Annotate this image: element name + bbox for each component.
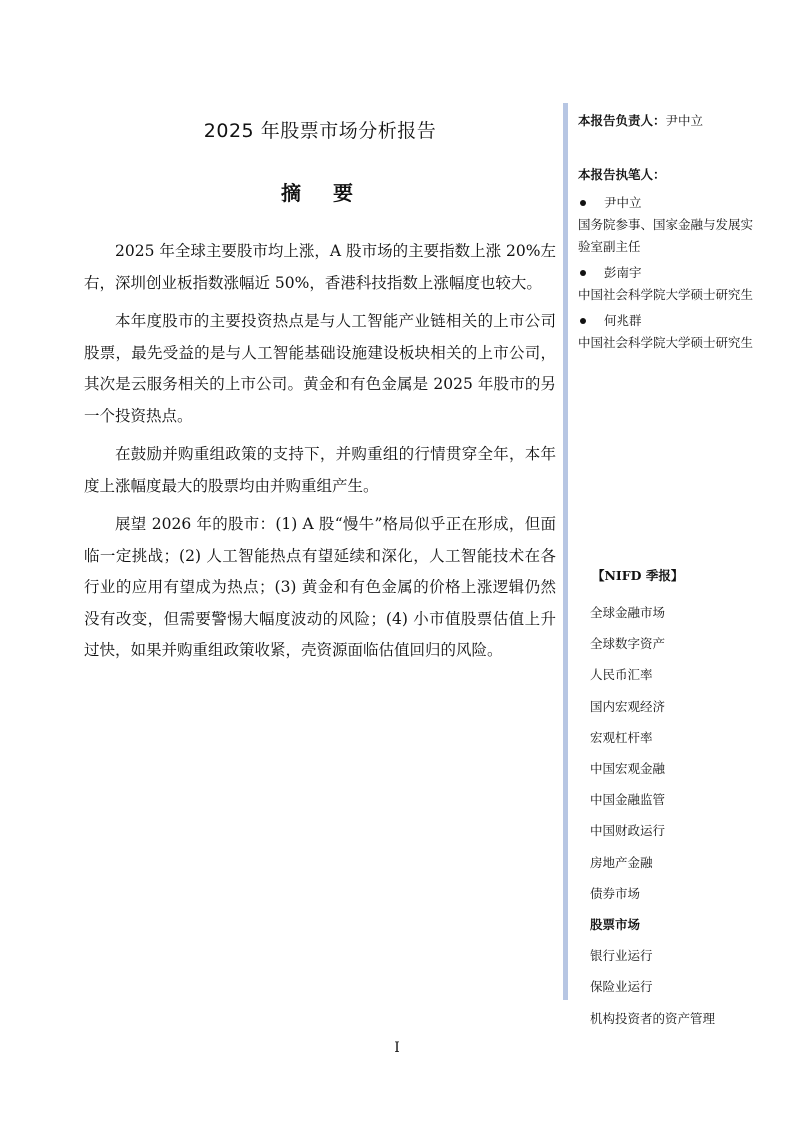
nifd-item[interactable]: 宏观杠杆率 bbox=[590, 729, 653, 745]
report-title: 2025 年股票市场分析报告 bbox=[203, 120, 437, 142]
page-number: I bbox=[394, 1040, 400, 1056]
lead-label: 本报告负责人： bbox=[578, 113, 666, 128]
sidebar-authors bbox=[578, 110, 758, 356]
nifd-item[interactable]: 债券市场 bbox=[590, 885, 641, 901]
abstract-paragraph-3: 在鼓励并购重组政策的支持下，并购重组的行情贯穿全年，本年度上涨幅度最大的股票均由并购重组产生。 bbox=[84, 445, 556, 495]
author-desc: 中国社会科学院大学硕士研究生 bbox=[578, 335, 754, 350]
nifd-item[interactable]: 人民币汇率 bbox=[590, 667, 653, 683]
nifd-item[interactable]: 银行业运行 bbox=[590, 948, 653, 964]
writers-label: 本报告执笔人： bbox=[578, 167, 666, 182]
abstract-heading: 摘 要 bbox=[281, 181, 359, 205]
nifd-item[interactable]: 全球金融市场 bbox=[590, 605, 666, 620]
nifd-heading: 【NIFD 季报】 bbox=[592, 568, 684, 583]
author-item bbox=[578, 192, 758, 214]
author-item bbox=[578, 310, 758, 332]
author-item bbox=[578, 262, 758, 284]
author-desc: 国务院参事、国家金融与发展实验室副主任 bbox=[578, 217, 754, 254]
abstract-paragraph-4: 展望 2026 年的股市：(1) A 股“慢牛”格局似乎正在形成，但面临一定挑战；(2) 人工智能热点有望延续和深化，人工智能技术在各行业的应用有望成为热点；(3) 黄金和有色金属的价格上涨逻辑仍然没有改变，但需要警惕大幅度波动的风险；(4) 小市值股票估值上升过快，如果并购重组政策收紧，壳资源面临估值回归的风险。 bbox=[84, 515, 556, 659]
nifd-item[interactable]: 中国宏观金融 bbox=[590, 761, 666, 777]
author-desc: 中国社会科学院大学硕士研究生 bbox=[578, 287, 754, 302]
nifd-item-active[interactable]: 股票市场 bbox=[590, 917, 641, 933]
nifd-item[interactable]: 全球数字资产 bbox=[590, 636, 666, 652]
bullet-icon bbox=[580, 270, 586, 276]
nifd-item[interactable]: 房地产金融 bbox=[590, 854, 653, 870]
nifd-item[interactable]: 机构投资者的资产管理 bbox=[590, 1010, 716, 1026]
abstract-body bbox=[84, 236, 556, 674]
author-name: 尹中立 bbox=[604, 195, 642, 210]
abstract-paragraph-2: 本年度股市的主要投资热点是与人工智能产业链相关的上市公司股票，最先受益的是与人工智能基础设施建设板块相关的上市公司，其次是云服务相关的上市公司。黄金和有色金属是 2025 年股市的另一个投资热点。 bbox=[84, 312, 556, 425]
nifd-item[interactable]: 保险业运行 bbox=[590, 979, 653, 995]
bullet-icon bbox=[580, 200, 586, 206]
nifd-series-list bbox=[590, 565, 770, 1034]
nifd-item[interactable]: 中国金融监管 bbox=[590, 792, 666, 808]
lead-name: 尹中立 bbox=[665, 113, 704, 128]
author-name: 何兆群 bbox=[604, 313, 642, 328]
bullet-icon bbox=[580, 318, 586, 324]
sidebar-divider bbox=[563, 103, 568, 1000]
author-name: 彭南宇 bbox=[604, 265, 642, 280]
nifd-item[interactable]: 国内宏观经济 bbox=[590, 698, 666, 714]
abstract-paragraph-1: 2025 年全球主要股市均上涨，A 股市场的主要指数上涨 20%左右，深圳创业板指数涨幅近 50%，香港科技指数上涨幅度也较大。 bbox=[84, 242, 556, 292]
report-lead bbox=[578, 110, 758, 132]
nifd-item[interactable]: 中国财政运行 bbox=[590, 823, 666, 839]
